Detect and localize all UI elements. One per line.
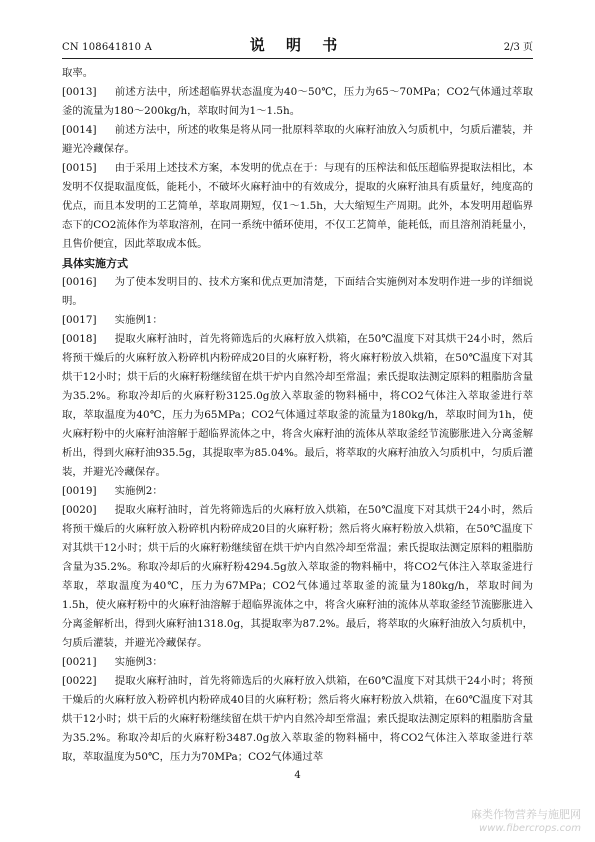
paragraph-0020	[62, 501, 533, 653]
paragraph-number: [0013]	[62, 86, 97, 98]
page-header	[62, 34, 533, 56]
paragraph-text: 由于采用上述技术方案，本发明的优点在于：与现有的压榨法和低压超临界提取法相比，本发明不仅提取温度低，能耗小，不破坏火麻籽油中的有效成分，提取的火麻籽油具有质量好，纯度高的优点，而且本发明的工艺简单，萃取周期短，仅1～1.5h，大大缩短生产周期。此外，本发明用超临界态下的CO2流体作为萃取溶剂，在同一系统中循环使用，不仅工艺简单，能耗低，而且溶剂消耗量小，且售价便宜，因此萃取成本低。	[62, 162, 533, 250]
paragraph-number: [0015]	[62, 162, 97, 174]
paragraph-0013	[62, 83, 533, 121]
paragraph-number: [0020]	[62, 504, 97, 516]
watermark-text: 麻类作物营养与施肥网	[471, 808, 581, 821]
paragraph-0014	[62, 121, 533, 159]
paragraph-0016	[62, 273, 533, 311]
paragraph-text: 实施例1：	[114, 314, 163, 326]
paragraph-text: 提取火麻籽油时，首先将筛选后的火麻籽放入烘箱，在50℃温度下对其烘干24小时，然后将预干燥后的火麻籽放入粉碎机内粉碎成20目的火麻籽粉，将火麻籽粉放入烘箱，在50℃温度下对其烘干12小时；烘干后的火麻籽粉继续留在烘干炉内自然冷却至常温；索氏提取法测定原料的粗脂肪含量为35.2%。称取冷却后的火麻籽粉3125.0g放入萃取釜的物料桶中，将CO2气体注入萃取釜进行萃取，萃取温度为40℃，压力为65MPa；CO2气体通过萃取釜的流量为180kg/h，萃取时间为1h，使火麻籽粉中的火麻籽油溶解于超临界流体之中，将含火麻籽油的流体从萃取釜经节流膨胀进入分离釜解析出，得到火麻籽油935.5g，其提取率为85.04%。最后，将萃取的火麻籽油放入匀质机中，匀质后灌装，并避光冷藏保存。	[62, 333, 533, 478]
paragraph-number: [0016]	[62, 276, 97, 288]
document-title: 说 明 书	[249, 36, 346, 54]
paragraph-number: [0021]	[62, 656, 97, 668]
paragraph-number: [0017]	[62, 314, 97, 326]
paragraph-text: 提取火麻籽油时，首先将筛选后的火麻籽放入烘箱，在60℃温度下对其烘干24小时；将预干燥后的火麻籽放入粉碎机内粉碎成40目的火麻籽粉；然后将火麻籽粉放入烘箱，在60℃温度下对其烘干12小时；烘干后的火麻籽粉继续留在烘干炉内自然冷却至常温；索氏提取法测定原料的粗脂肪含量为35.2%。称取冷却后的火麻籽粉3487.0g放入萃取釜的物料桶中，将CO2气体注入萃取釜进行萃取，萃取温度为50℃，压力为70MPa；CO2气体通过萃	[62, 675, 533, 763]
page-number: 4	[294, 770, 301, 781]
paragraph-number: [0018]	[62, 333, 97, 345]
document-body	[62, 64, 533, 767]
paragraph-continuation: 取率。	[62, 67, 94, 79]
watermark-url: www.fibercrops.com	[479, 823, 581, 834]
paragraph-0017	[62, 311, 533, 330]
paragraph-0019	[62, 482, 533, 501]
paragraph-text: 实施例3：	[114, 656, 163, 668]
paragraph-0022	[62, 672, 533, 767]
paragraph-0015	[62, 159, 533, 254]
paragraph-text: 提取火麻籽油时，首先将筛选后的火麻籽放入烘箱，在50℃温度下对其烘干24小时，然后将预干燥后的火麻籽放入粉碎机内粉碎成20目的火麻籽粉；然后将火麻籽粉放入烘箱，在50℃温度下对其烘干12小时；烘干后的火麻籽粉继续留在烘干炉内自然冷却至常温；索氏提取法测定原料的粗脂肪含量为35.2%。称取冷却后的火麻籽粉4294.5g放入萃取釜的物料桶中，将CO2气体注入萃取釜进行萃取，萃取温度为40℃，压力为67MPa；CO2气体通过萃取釜的流量为180kg/h，萃取时间为1.5h，使火麻籽粉中的火麻籽油溶解于超临界流体之中，将含火麻籽油的流体从萃取釜经节流膨胀进入分离釜解析出，得到火麻籽油1318.0g，其提取率为87.2%。最后，将萃取的火麻籽油放入匀质机中，匀质后灌装，并避光冷藏保存。	[62, 504, 533, 649]
header-rule	[62, 58, 533, 59]
paragraph-number: [0014]	[62, 124, 97, 136]
publication-number: CN 108641810 A	[62, 42, 153, 53]
paragraph-number: [0022]	[62, 675, 97, 687]
paragraph-0018	[62, 330, 533, 482]
page-indicator: 2/3 页	[503, 42, 533, 53]
paragraph-text: 实施例2：	[114, 485, 163, 497]
paragraph-0021	[62, 653, 533, 672]
paragraph-number: [0019]	[62, 485, 97, 497]
paragraph-text: 为了使本发明目的、技术方案和优点更加清楚，下面结合实施例对本发明作进一步的详细说明。	[62, 276, 533, 307]
paragraph-text: 前述方法中，所述超临界状态温度为40～50℃，压力为65～70MPa；CO2气体通过萃取釜的流量为180～200kg/h，萃取时间为1～1.5h。	[62, 86, 533, 117]
paragraph-text: 前述方法中，所述的收集是将从同一批原料萃取的火麻籽油放入匀质机中，匀质后灌装，并避光冷藏保存。	[62, 124, 533, 155]
section-heading: 具体实施方式	[62, 257, 128, 270]
